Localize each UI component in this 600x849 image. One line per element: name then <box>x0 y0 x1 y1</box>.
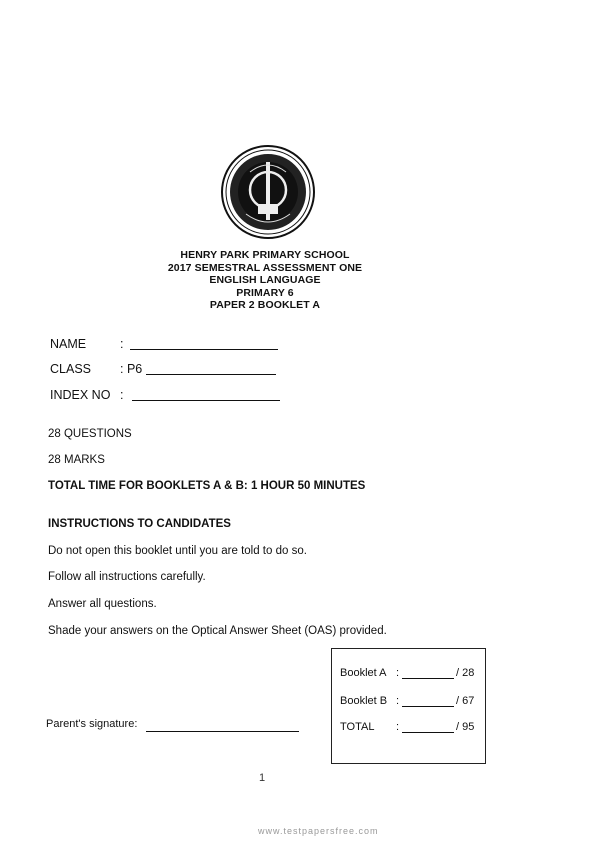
score-colon: : <box>396 695 400 707</box>
index-field <box>50 388 290 404</box>
watermark: www.testpapersfree.com <box>258 826 379 836</box>
name-line[interactable] <box>130 349 278 350</box>
instruction-item: Do not open this booklet until you are told to do so. <box>48 545 307 557</box>
level-title: PRIMARY 6 <box>236 286 294 299</box>
score-label: Booklet A <box>340 667 387 679</box>
name-label: NAME <box>50 337 87 351</box>
score-line[interactable] <box>402 706 454 707</box>
score-row-booklet-b <box>340 695 480 709</box>
index-label: INDEX NO <box>50 388 111 402</box>
score-colon: : <box>396 721 400 733</box>
instruction-item: Answer all questions. <box>48 598 157 610</box>
score-label: TOTAL <box>340 721 375 733</box>
total-time: TOTAL TIME FOR BOOKLETS A & B: 1 HOUR 50 MINUTES <box>48 480 366 492</box>
school-name: HENRY PARK PRIMARY SCHOOL <box>180 249 350 261</box>
marks-count: 28 MARKS <box>48 454 105 466</box>
instructions-heading: INSTRUCTIONS TO CANDIDATES <box>48 518 231 530</box>
assessment-title: 2017 SEMESTRAL ASSESSMENT ONE <box>167 261 363 274</box>
class-line[interactable] <box>146 374 276 375</box>
name-field <box>50 337 290 353</box>
index-colon: : <box>120 388 124 402</box>
class-colon: : P6 <box>120 362 143 376</box>
index-line[interactable] <box>132 400 280 401</box>
score-max: / 28 <box>456 667 475 679</box>
school-crest-icon <box>220 144 316 240</box>
name-colon: : <box>120 337 124 351</box>
score-line[interactable] <box>402 732 454 733</box>
score-row-booklet-a <box>340 667 480 681</box>
score-row-total <box>340 721 480 735</box>
score-max: / 67 <box>456 695 475 707</box>
page-number: 1 <box>259 772 266 784</box>
class-field <box>50 362 290 378</box>
subject-title: ENGLISH LANGUAGE <box>209 274 321 287</box>
score-colon: : <box>396 667 400 679</box>
paper-title: PAPER 2 BOOKLET A <box>209 299 321 312</box>
title-block <box>0 249 530 312</box>
instruction-item: Follow all instructions carefully. <box>48 571 206 583</box>
signature-label: Parent's signature: <box>46 718 138 730</box>
score-line[interactable] <box>402 678 454 679</box>
instruction-item: Shade your answers on the Optical Answer Sheet (OAS) provided. <box>48 625 387 637</box>
score-box <box>331 648 486 764</box>
class-label: CLASS <box>50 362 91 376</box>
score-label: Booklet B <box>340 695 388 707</box>
score-max: / 95 <box>456 721 475 733</box>
questions-count: 28 QUESTIONS <box>48 428 132 440</box>
signature-line[interactable] <box>146 731 299 732</box>
